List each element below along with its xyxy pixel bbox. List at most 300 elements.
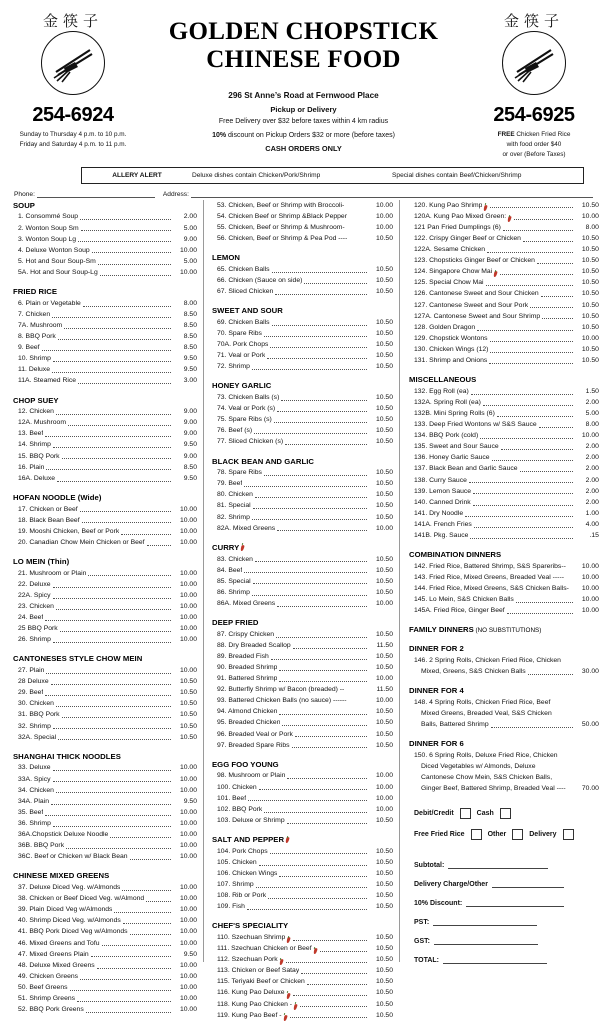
- menu-item-name: 92. Butterfly Shrimp w/ Bacon (breaded) --: [217, 686, 345, 694]
- dinner-description-line: [409, 761, 599, 772]
- menu-item-name: 145. Lo Mein, S&S Chicken Balls: [414, 596, 514, 604]
- menu-item-row[interactable]: [409, 200, 599, 211]
- menu-item-name: 77. Sliced Chicken (s): [217, 438, 284, 446]
- menu-item-name: 80. Chicken: [217, 491, 253, 499]
- menu-item-row[interactable]: [13, 568, 197, 579]
- menu-item-row[interactable]: [212, 233, 393, 244]
- menu-item-row[interactable]: [409, 572, 599, 583]
- menu-item-price: 10.00: [179, 939, 197, 947]
- menu-item-row[interactable]: [13, 212, 197, 223]
- menu-item-row[interactable]: [212, 1010, 393, 1021]
- menu-item-row[interactable]: [409, 508, 599, 519]
- menu-item-row[interactable]: [212, 403, 393, 414]
- menu-item-price: 10.50: [375, 394, 393, 401]
- menu-section-title: SWEET AND SOUR: [212, 306, 283, 316]
- menu-item-row[interactable]: [13, 687, 197, 698]
- menu-section-title: MISCELLANEOUS: [409, 375, 477, 385]
- menu-section-heading: [13, 493, 197, 502]
- menu-item-row[interactable]: [13, 504, 197, 515]
- menu-item-row[interactable]: [212, 729, 393, 740]
- menu-item-row[interactable]: [409, 583, 599, 594]
- menu-item-row[interactable]: [13, 721, 197, 732]
- menu-item-price: 10.00: [179, 614, 197, 622]
- menu-item-row[interactable]: [212, 501, 393, 512]
- menu-section-title: HONEY GARLIC: [212, 381, 272, 391]
- menu-item-name: 83. Chicken: [217, 555, 253, 563]
- menu-item-row[interactable]: [13, 353, 197, 364]
- address-input[interactable]: [191, 189, 593, 198]
- menu-item-name: 37. Deluxe Diced Veg. w/Almonds: [18, 884, 121, 892]
- phone-right[interactable]: 254-6925: [493, 104, 575, 126]
- leader-dots: [277, 405, 367, 412]
- menu-item-row[interactable]: [409, 441, 599, 452]
- menu-item-row[interactable]: [212, 576, 393, 587]
- menu-item-name: 107. Shrimp: [217, 880, 254, 888]
- leader-dots: [56, 786, 171, 793]
- menu-item-row[interactable]: [212, 392, 393, 403]
- left-logo-block: [14, 14, 132, 150]
- leader-dots: [293, 934, 367, 941]
- menu-item-name: 1. Consommé Soup: [18, 213, 79, 221]
- phone-input[interactable]: [37, 189, 155, 198]
- allergy-alert-label: ALLERY ALERT: [112, 171, 162, 179]
- menu-item-name: 145A. Fried Rice, Ginger Beef: [414, 607, 505, 615]
- payment-option-checkbox[interactable]: [512, 829, 523, 840]
- payment-option-checkbox[interactable]: [563, 829, 574, 840]
- menu-item-name: 105. Chicken: [217, 858, 257, 866]
- menu-item-row[interactable]: [212, 868, 393, 879]
- menu-item-row[interactable]: [212, 489, 393, 500]
- menu-item-row[interactable]: [409, 289, 599, 300]
- menu-item-price: 10.50: [375, 858, 393, 866]
- menu-item-row[interactable]: [13, 634, 197, 645]
- menu-item-row[interactable]: [13, 993, 197, 1004]
- menu-item-row[interactable]: [409, 605, 599, 616]
- menu-item-name: 39. Plain Diced Veg w/Almonds: [18, 906, 113, 914]
- menu-item-row[interactable]: [212, 804, 393, 815]
- menu-item-row[interactable]: [409, 452, 599, 463]
- menu-item-name: 5A. Hot and Sour Soup-Lg: [18, 268, 98, 276]
- menu-item-row[interactable]: [212, 651, 393, 662]
- menu-item-row[interactable]: [212, 264, 393, 275]
- leader-dots: [130, 928, 171, 935]
- menu-item-row[interactable]: [13, 818, 197, 829]
- menu-item-name: 93. Battered Chicken Balls (no sauce) ------: [217, 697, 347, 705]
- menu-item-row[interactable]: [13, 309, 197, 320]
- menu-item-name: 140. Canned Drink: [414, 498, 471, 506]
- menu-item-price: 10.00: [179, 983, 197, 991]
- menu-item-price: 10.00: [375, 524, 393, 532]
- menu-item-name: 30. Chicken: [18, 700, 54, 708]
- menu-item-row[interactable]: [13, 473, 197, 484]
- menu-item-row[interactable]: [212, 673, 393, 684]
- menu-item-row[interactable]: [13, 234, 197, 245]
- menu-item-row[interactable]: [212, 467, 393, 478]
- menu-item-name: 6. Plain or Vegetable: [18, 299, 81, 307]
- menu-section-heading: [13, 557, 197, 566]
- total-row: [414, 850, 599, 869]
- leader-dots: [507, 607, 573, 614]
- menu-item-row[interactable]: [212, 890, 393, 901]
- menu-item-row[interactable]: [212, 988, 393, 999]
- menu-item-row[interactable]: [212, 640, 393, 651]
- total-input[interactable]: [466, 895, 564, 907]
- menu-item-row[interactable]: [409, 300, 599, 311]
- menu-item-row[interactable]: [13, 949, 197, 960]
- menu-item-row[interactable]: [409, 530, 599, 541]
- menu-item-row[interactable]: [13, 537, 197, 548]
- leader-dots: [80, 973, 171, 980]
- menu-item-price: 10.50: [581, 246, 599, 254]
- payment-option-checkbox[interactable]: [471, 829, 482, 840]
- leader-dots: [146, 895, 171, 902]
- payment-option-checkbox[interactable]: [500, 808, 511, 819]
- menu-item-price: 9.50: [183, 950, 197, 958]
- menu-item-row[interactable]: [409, 311, 599, 322]
- menu-item-row[interactable]: [13, 851, 197, 862]
- menu-item-row[interactable]: [212, 901, 393, 912]
- leader-dots: [254, 427, 367, 434]
- menu-item-row[interactable]: [409, 222, 599, 233]
- menu-item-name: 53. Chicken, Beef or Shrimp with Broccoli-: [217, 201, 345, 209]
- menu-item-row[interactable]: [13, 763, 197, 774]
- menu-item-row[interactable]: [13, 601, 197, 612]
- menu-item-row[interactable]: [409, 397, 599, 408]
- menu-item-row[interactable]: [212, 425, 393, 436]
- menu-item-row[interactable]: [212, 782, 393, 793]
- menu-item-price: 10.00: [581, 607, 599, 615]
- leader-dots: [347, 225, 367, 231]
- menu-item-row[interactable]: [13, 223, 197, 234]
- menu-item-row[interactable]: [212, 211, 393, 222]
- menu-section-heading: [13, 871, 197, 880]
- menu-item-row[interactable]: [212, 587, 393, 598]
- menu-item-row[interactable]: [13, 904, 197, 915]
- menu-item-row[interactable]: [212, 846, 393, 857]
- menu-item-row[interactable]: [13, 1004, 197, 1015]
- leader-dots: [259, 859, 367, 866]
- menu-item-name: 102. BBQ Pork: [217, 805, 263, 813]
- menu-item-row[interactable]: [13, 785, 197, 796]
- menu-item-price: 8.50: [183, 332, 197, 340]
- menu-item-price: 2.00: [585, 498, 599, 506]
- menu-item-row[interactable]: [212, 629, 393, 640]
- dinner-price-row[interactable]: [409, 719, 599, 730]
- menu-item-row[interactable]: [409, 333, 599, 344]
- menu-item-row[interactable]: [13, 256, 197, 267]
- leader-dots: [123, 917, 171, 924]
- menu-item-price: 10.00: [375, 794, 393, 802]
- menu-item-name: 36C. Beef or Chicken w/ Black Bean: [18, 853, 128, 861]
- menu-item-row[interactable]: [13, 915, 197, 926]
- menu-item-row[interactable]: [13, 331, 197, 342]
- menu-item-row[interactable]: [212, 339, 393, 350]
- menu-item-row[interactable]: [13, 298, 197, 309]
- menu-item-row[interactable]: [13, 612, 197, 623]
- menu-item-row[interactable]: [212, 662, 393, 673]
- menu-item-price: 2.00: [585, 398, 599, 406]
- leader-dots: [541, 290, 573, 297]
- menu-item-row[interactable]: [13, 829, 197, 840]
- menu-item-price: 4.00: [585, 520, 599, 528]
- menu-item-row[interactable]: [212, 200, 393, 211]
- menu-item-row[interactable]: [212, 361, 393, 372]
- menu-item-row[interactable]: [212, 598, 393, 609]
- menu-item-name: 65. Chicken Balls: [217, 265, 270, 273]
- menu-item-row[interactable]: [13, 623, 197, 634]
- menu-item-row[interactable]: [409, 519, 599, 530]
- menu-item-name: 14. Shrimp: [18, 441, 51, 449]
- menu-item-row[interactable]: [212, 718, 393, 729]
- menu-item-row[interactable]: [13, 267, 197, 278]
- menu-item-price: 10.50: [375, 318, 393, 326]
- leader-dots: [477, 324, 573, 331]
- leader-dots: [490, 335, 573, 342]
- menu-item-row[interactable]: [409, 255, 599, 266]
- menu-item-price: 2.00: [183, 213, 197, 221]
- menu-item-row[interactable]: [212, 965, 393, 976]
- menu-item-row[interactable]: [13, 515, 197, 526]
- menu-item-price: 5.00: [183, 257, 197, 265]
- menu-item-row[interactable]: [409, 322, 599, 333]
- menu-item-name: 75. Spare Ribs (s): [217, 416, 272, 424]
- leader-dots: [114, 906, 171, 913]
- menu-section-title: DEEP FRIED: [212, 618, 259, 628]
- menu-item-name: 69. Chicken Balls: [217, 318, 270, 326]
- menu-item-row[interactable]: [409, 419, 599, 430]
- menu-item-price: 1.50: [585, 387, 599, 395]
- menu-item-row[interactable]: [212, 317, 393, 328]
- hours-line-2: Friday and Saturday 4 p.m. to 11 p.m.: [19, 140, 127, 148]
- total-input[interactable]: [492, 876, 564, 888]
- menu-item-row[interactable]: [13, 428, 197, 439]
- menu-item-row[interactable]: [409, 266, 599, 277]
- menu-section-heading: [212, 835, 393, 844]
- menu-item-name: 122A. Sesame Chicken: [414, 246, 486, 254]
- menu-item-row[interactable]: [212, 695, 393, 706]
- menu-item-row[interactable]: [13, 665, 197, 676]
- total-input[interactable]: [443, 952, 547, 964]
- menu-item-price: 10.00: [179, 246, 197, 254]
- dinner-description-text: 146. 2 Spring Rolls, Chicken Fried Rice, Chicken: [414, 656, 561, 664]
- menu-item-row[interactable]: [409, 561, 599, 572]
- leader-dots: [500, 268, 573, 275]
- menu-item-row[interactable]: [13, 590, 197, 601]
- dinner-heading: DINNER FOR 6: [409, 738, 464, 748]
- menu-item-row[interactable]: [212, 350, 393, 361]
- phone-left[interactable]: 254-6924: [32, 104, 114, 126]
- menu-item-row[interactable]: [212, 954, 393, 965]
- spicy-chili-icon: [286, 992, 290, 999]
- menu-item-name: 82. Shrimp: [217, 513, 250, 521]
- menu-item-row[interactable]: [409, 430, 599, 441]
- menu-item-row[interactable]: [13, 732, 197, 743]
- menu-item-name: 91. Battered Shrimp: [217, 675, 278, 683]
- menu-item-row[interactable]: [409, 386, 599, 397]
- chopsticks-logo-icon-left: [41, 31, 105, 95]
- menu-item-row[interactable]: [13, 417, 197, 428]
- menu-item-row[interactable]: [13, 882, 197, 893]
- spicy-chili-icon: [283, 1014, 287, 1021]
- menu-item-row[interactable]: [13, 971, 197, 982]
- menu-item-name: 2. Wonton Soup Sm: [18, 224, 79, 232]
- menu-item-row[interactable]: [13, 245, 197, 256]
- menu-item-name: 141. Dry Noodle: [414, 509, 464, 517]
- leader-dots: [267, 352, 367, 359]
- menu-item-row[interactable]: [212, 414, 393, 425]
- menu-item-row[interactable]: [409, 464, 599, 475]
- payment-option-checkbox[interactable]: [460, 808, 471, 819]
- leader-dots: [78, 377, 171, 384]
- menu-item-row[interactable]: [212, 565, 393, 576]
- menu-item-row[interactable]: [212, 932, 393, 943]
- menu-item-row[interactable]: [212, 706, 393, 717]
- menu-item-row[interactable]: [409, 594, 599, 605]
- menu-item-price: 9.00: [183, 419, 197, 427]
- leader-dots: [539, 421, 573, 428]
- leader-dots: [497, 410, 573, 417]
- menu-item-name: 101. Beef: [217, 794, 247, 802]
- leader-dots: [46, 667, 171, 674]
- menu-item-row[interactable]: [212, 512, 393, 523]
- menu-item-row[interactable]: [212, 793, 393, 804]
- menu-item-row[interactable]: [13, 676, 197, 687]
- menu-item-price: 11.50: [376, 641, 393, 649]
- menu-item-price: 9.00: [183, 430, 197, 438]
- dinner-description-line: [409, 772, 599, 783]
- leader-dots: [52, 311, 171, 318]
- menu-item-row[interactable]: [13, 462, 197, 473]
- menu-item-row[interactable]: [13, 982, 197, 993]
- payment-option-label: Free Fried Rice: [414, 831, 465, 839]
- menu-item-row[interactable]: [212, 684, 393, 695]
- menu-item-row[interactable]: [212, 286, 393, 297]
- dinner-description-text: Cantonese Chow Mein, S&S Chicken Balls,: [421, 773, 553, 781]
- menu-item-row[interactable]: [409, 408, 599, 419]
- total-input[interactable]: [448, 857, 548, 869]
- dinner-price-row[interactable]: [409, 666, 599, 677]
- menu-section-title: CHINESE MIXED GREENS: [13, 871, 110, 881]
- menu-item-row[interactable]: [13, 796, 197, 807]
- menu-item-row[interactable]: [13, 440, 197, 451]
- menu-item-row[interactable]: [212, 523, 393, 534]
- leader-dots: [122, 884, 171, 891]
- leader-dots: [307, 978, 367, 985]
- menu-item-row[interactable]: [13, 710, 197, 721]
- menu-item-name: 124. Singapore Chow Mai: [414, 268, 493, 276]
- menu-item-row[interactable]: [212, 815, 393, 826]
- menu-item-name: 96. Breaded Veal or Pork: [217, 730, 293, 738]
- menu-item-row[interactable]: [212, 999, 393, 1010]
- menu-section-title: SALT AND PEPPER: [212, 835, 285, 845]
- leader-dots: [259, 783, 367, 790]
- menu-item-row[interactable]: [13, 960, 197, 971]
- menu-item-row[interactable]: [212, 222, 393, 233]
- menu-item-price: 10.00: [179, 516, 197, 524]
- menu-item-row[interactable]: [13, 927, 197, 938]
- total-input[interactable]: [433, 914, 537, 926]
- menu-item-row[interactable]: [13, 774, 197, 785]
- menu-item-price: 10.00: [179, 580, 197, 588]
- menu-item-row[interactable]: [212, 771, 393, 782]
- menu-item-row[interactable]: [13, 451, 197, 462]
- menu-item-row[interactable]: [13, 342, 197, 353]
- payment-option-label: Delivery: [529, 831, 557, 839]
- leader-dots: [516, 596, 573, 603]
- menu-item-price: 9.00: [183, 408, 197, 416]
- menu-item-row[interactable]: [212, 554, 393, 565]
- menu-item-row[interactable]: [409, 486, 599, 497]
- menu-item-row[interactable]: [212, 436, 393, 447]
- menu-item-row[interactable]: [409, 355, 599, 366]
- menu-item-name: 94. Almond Chicken: [217, 708, 278, 716]
- menu-item-row[interactable]: [13, 320, 197, 331]
- menu-item-row[interactable]: [409, 277, 599, 288]
- menu-item-name: 8. BBQ Pork: [18, 332, 56, 340]
- menu-item-price: 10.50: [375, 967, 393, 975]
- menu-item-row[interactable]: [409, 475, 599, 486]
- menu-item-row[interactable]: [13, 893, 197, 904]
- menu-item-row[interactable]: [212, 478, 393, 489]
- menu-section-heading: [13, 287, 197, 296]
- leader-dots: [77, 995, 171, 1002]
- menu-item-name: 128. Golden Dragon: [414, 323, 476, 331]
- menu-item-row[interactable]: [13, 938, 197, 949]
- menu-item-price: 10.50: [375, 491, 393, 499]
- menu-item-row[interactable]: [13, 364, 197, 375]
- menu-item-row[interactable]: [212, 976, 393, 987]
- menu-item-row[interactable]: [13, 840, 197, 851]
- menu-item-row[interactable]: [212, 328, 393, 339]
- menu-item-row[interactable]: [212, 857, 393, 868]
- menu-item-row[interactable]: [212, 740, 393, 751]
- menu-item-price: 5.00: [183, 224, 197, 232]
- menu-item-name: 12. Chicken: [18, 408, 54, 416]
- menu-column-3: [399, 200, 599, 965]
- menu-item-row[interactable]: [13, 375, 197, 386]
- menu-item-row[interactable]: [409, 211, 599, 222]
- menu-item-name: 90. Breaded Shrimp: [217, 663, 278, 671]
- menu-item-row[interactable]: [409, 344, 599, 355]
- menu-item-row[interactable]: [13, 406, 197, 417]
- spicy-chili-icon: [313, 947, 317, 954]
- leader-dots: [349, 236, 367, 242]
- menu-item-price: 10.00: [179, 994, 197, 1002]
- menu-section-title: SOUP: [13, 200, 35, 210]
- total-input[interactable]: [434, 933, 538, 945]
- menu-item-price: 10.50: [375, 363, 393, 371]
- phone-field-label: Phone:: [14, 190, 35, 198]
- menu-item-row[interactable]: [13, 698, 197, 709]
- menu-item-row[interactable]: [212, 275, 393, 286]
- menu-item-name: 95. Breaded Chicken: [217, 719, 281, 727]
- menu-item-price: 8.50: [183, 321, 197, 329]
- menu-item-row[interactable]: [13, 579, 197, 590]
- menu-item-price: 10.50: [375, 663, 393, 671]
- leader-dots: [53, 775, 172, 782]
- leader-dots: [81, 224, 171, 231]
- menu-item-row[interactable]: [212, 879, 393, 890]
- menu-item-row[interactable]: [409, 233, 599, 244]
- leader-dots: [56, 700, 171, 707]
- menu-item-row[interactable]: [409, 497, 599, 508]
- dinner-price-row[interactable]: [409, 783, 599, 794]
- menu-item-row[interactable]: [409, 244, 599, 255]
- menu-item-row[interactable]: [212, 943, 393, 954]
- menu-item-row[interactable]: [13, 807, 197, 818]
- menu-item-price: 10.00: [375, 212, 393, 220]
- menu-item-row[interactable]: [13, 526, 197, 537]
